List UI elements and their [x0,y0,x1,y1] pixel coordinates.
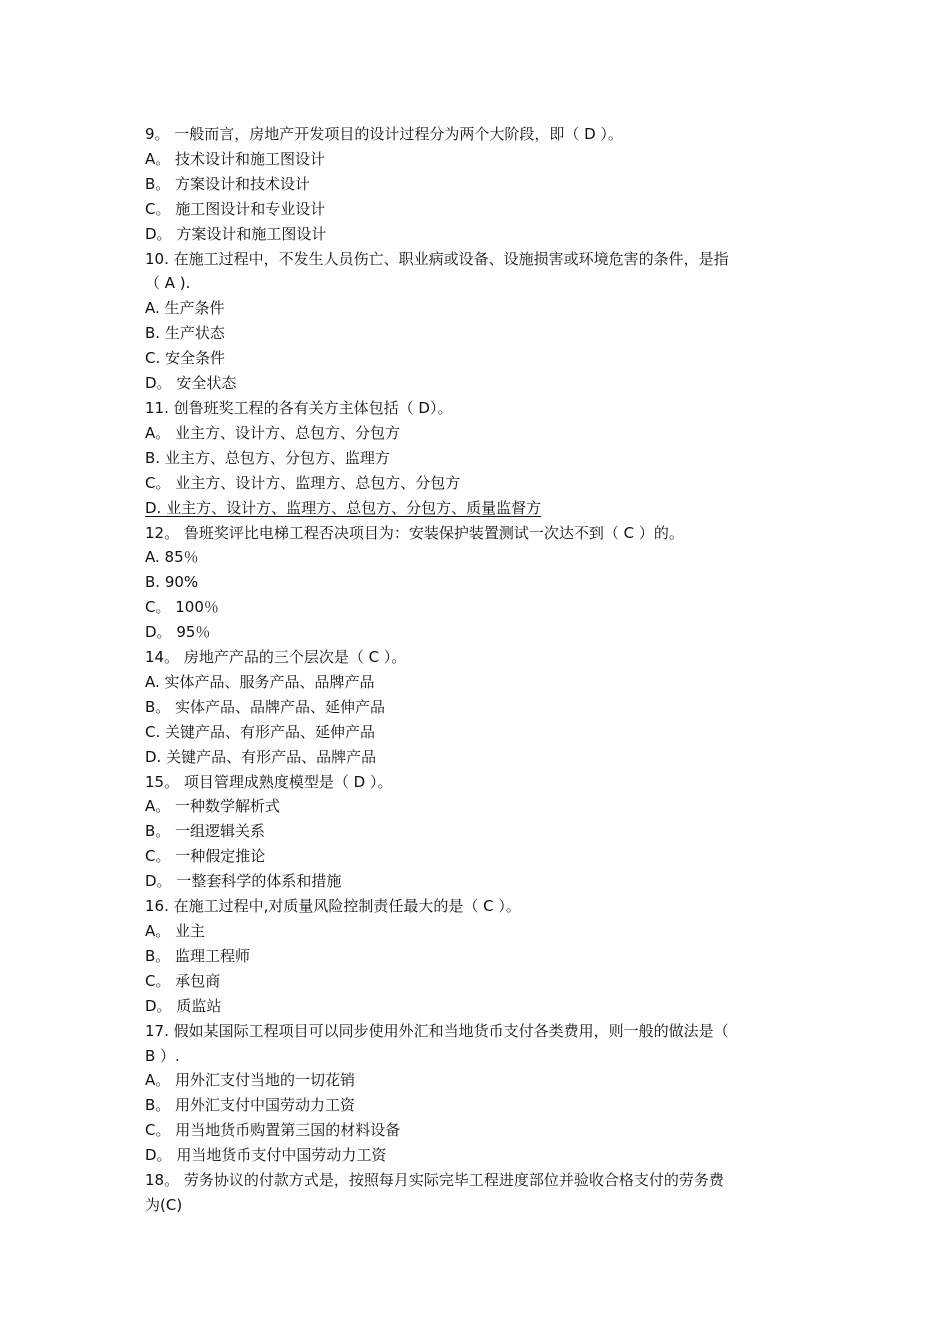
question-12-option-c: C。 100％ [145,598,219,617]
question-18-stem-continued: 为(C) [145,1195,183,1214]
question-14-option-b: B。 实体产品、品牌产品、延伸产品 [145,697,386,716]
question-9-stem: 9。 一般而言，房地产开发项目的设计过程分为两个大阶段，即（ D ）。 [145,125,623,143]
question-15-option-c: C。 一种假定推论 [145,847,266,866]
question-11-option-a: A。 业主方、设计方、总包方、分包方 [145,423,401,442]
question-12-stem: 12。 鲁班奖评比电梯工程否决项目为：安装保护装置测试一次达不到（ C ）的。 [145,523,684,542]
question-10-option-b: B. 生产状态 [145,324,225,343]
question-10-option-d: D。 安全状态 [145,374,237,393]
question-16-option-a: A。 业主 [145,922,206,940]
question-11-option-d: D. 业主方、设计方、监理方、总包方、分包方、质量监督方 [145,498,542,517]
question-14-stem: 14。 房地产产品的三个层次是（ C ）。 [145,648,407,667]
question-14-option-a: A. 实体产品、服务产品、品牌产品 [145,672,375,691]
question-17-stem-continued: B ）. [145,1046,180,1065]
question-9-option-a: A。 技术设计和施工图设计 [145,149,326,168]
question-11-option-b: B. 业主方、总包方、分包方、监理方 [145,448,390,467]
question-18-stem: 18。 劳务协议的付款方式是，按照每月实际完毕工程进度部位并验收合格支付的劳务费 [145,1171,724,1190]
question-16-option-c: C。 承包商 [145,971,221,990]
question-10-option-a: A. 生产条件 [145,299,225,318]
question-9-option-d: D。 方案设计和施工图设计 [145,224,327,243]
question-16-stem: 16. 在施工过程中,对质量风险控制责任最大的是（ C ）。 [145,897,521,916]
question-12-option-b: B. 90% [145,573,199,592]
question-9-option-c: C。 施工图设计和专业设计 [145,199,326,218]
question-16-option-d: D。 质监站 [145,996,222,1015]
question-10-stem: 10. 在施工过程中，不发生人员伤亡、职业病或设备、设施损害或环境危害的条件，是指 [145,249,729,268]
question-12-option-d: D。 95％ [145,623,211,642]
question-15-option-a: A。 一种数学解析式 [145,797,281,816]
question-16-option-b: B。 监理工程师 [145,946,251,965]
question-17-option-c: C。 用当地货币购置第三国的材料设备 [145,1121,401,1140]
question-15-option-b: B。 一组逻辑关系 [145,822,266,841]
question-17-option-d: D。 用当地货币支付中国劳动力工资 [145,1146,387,1165]
question-17-option-a: A。 用外汇支付当地的一切花销 [145,1071,356,1090]
document-page [145,122,810,1218]
question-11-option-c: C。 业主方、设计方、监理方、总包方、分包方 [145,473,461,492]
question-10-stem-continued: （ A ). [145,274,191,293]
question-10-option-c: C. 安全条件 [145,349,226,368]
question-14-option-d: D. 关键产品、有形产品、品牌产品 [145,747,377,766]
question-17-stem: 17. 假如某国际工程项目可以同步使用外汇和当地货币支付各类费用，则一般的做法是（ [145,1021,729,1040]
question-11-stem: 11. 创鲁班奖工程的各有关方主体包括（ D）。 [145,398,453,417]
question-17-option-b: B。 用外汇支付中国劳动力工资 [145,1096,356,1115]
question-15-stem: 15。 项目管理成熟度模型是（ D ）。 [145,772,393,791]
question-12-option-a: A. 85％ [145,548,199,567]
question-15-option-d: D。 一整套科学的体系和措施 [145,872,342,891]
question-9-option-b: B。 方案设计和技术设计 [145,174,311,193]
question-14-option-c: C. 关键产品、有形产品、延伸产品 [145,722,376,741]
